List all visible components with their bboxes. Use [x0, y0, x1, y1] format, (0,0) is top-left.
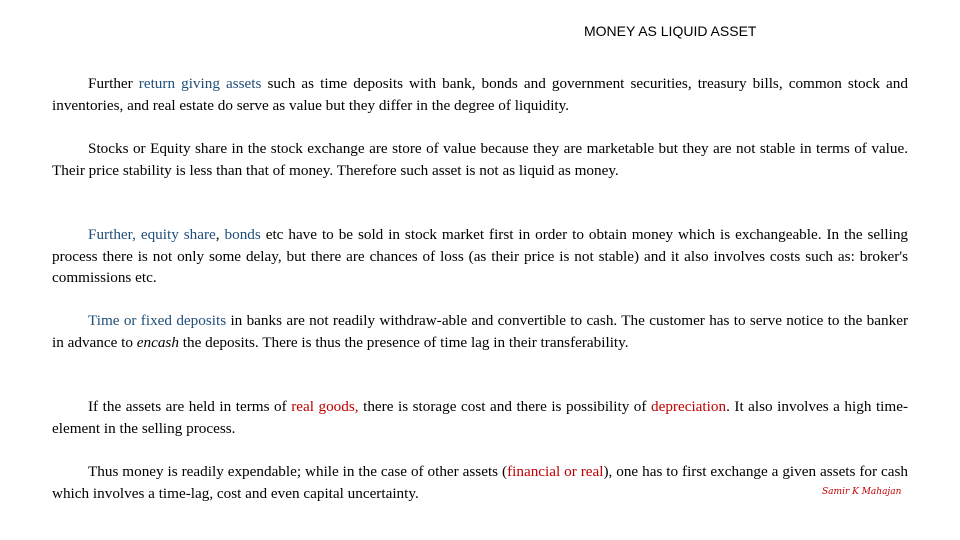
text: Stocks or Equity share in the stock exchange are store of value because they are marketable but they are not stable in terms of value. Their price stability is less than that of money. Therefore such asset is not as liquid as money. — [52, 140, 908, 179]
author-signature: Samir K Mahajan — [822, 487, 902, 497]
paragraph-equity-shares — [52, 138, 908, 181]
highlight-depreciation: depreciation — [651, 398, 727, 415]
highlight-return-giving-assets: return giving assets — [138, 75, 262, 92]
page-title: MONEY AS LIQUID ASSET — [584, 23, 757, 39]
text: , — [215, 226, 225, 243]
highlight-equity-share: Further, equity share — [88, 226, 216, 243]
paragraph-fixed-deposits — [52, 310, 908, 353]
emphasis-encash: encash — [136, 333, 179, 351]
text: such as time deposits with bank, bonds and government securities, treasury bills, common stock and inventories, and real estate do serve as value but they differ in the degree of liquidity. — [52, 75, 908, 114]
paragraph-real-goods — [52, 396, 908, 439]
highlight-financial-or-real: financial or real — [507, 463, 604, 480]
text: Further — [88, 75, 139, 92]
highlight-bonds: bonds — [224, 226, 261, 243]
text: ), one has to first exchange a given assets for cash which involves a time-lag, cost and even capital uncertainty. — [52, 463, 908, 502]
paragraph-stock-market — [52, 224, 908, 289]
text: etc have to be sold in stock market first in order to obtain money which is exchangeable. In the selling process there is not only some delay, but there are chances of loss (as their price is not stable) and it also involves costs such as: broker's commissions etc. — [52, 226, 909, 287]
highlight-real-goods: real goods, — [291, 398, 359, 415]
text: there is storage cost and there is possibility of — [358, 398, 651, 415]
paragraph-conclusion — [52, 461, 908, 504]
text: Thus money is readily expendable; while in the case of other assets ( — [88, 463, 508, 480]
text: the deposits. There is thus the presence of time lag in their transferability. — [178, 333, 629, 351]
text: in banks are not readily withdraw-able and convertible to cash. The customer has to serve notice to the banker in advance to — [52, 312, 909, 351]
paragraph-liquidity-degree — [52, 73, 908, 116]
text: . It also involves a high time-element in the selling process. — [52, 398, 909, 437]
text: If the assets are held in terms of — [88, 398, 292, 415]
highlight-time-fixed-deposits: Time or fixed deposits — [88, 312, 227, 329]
